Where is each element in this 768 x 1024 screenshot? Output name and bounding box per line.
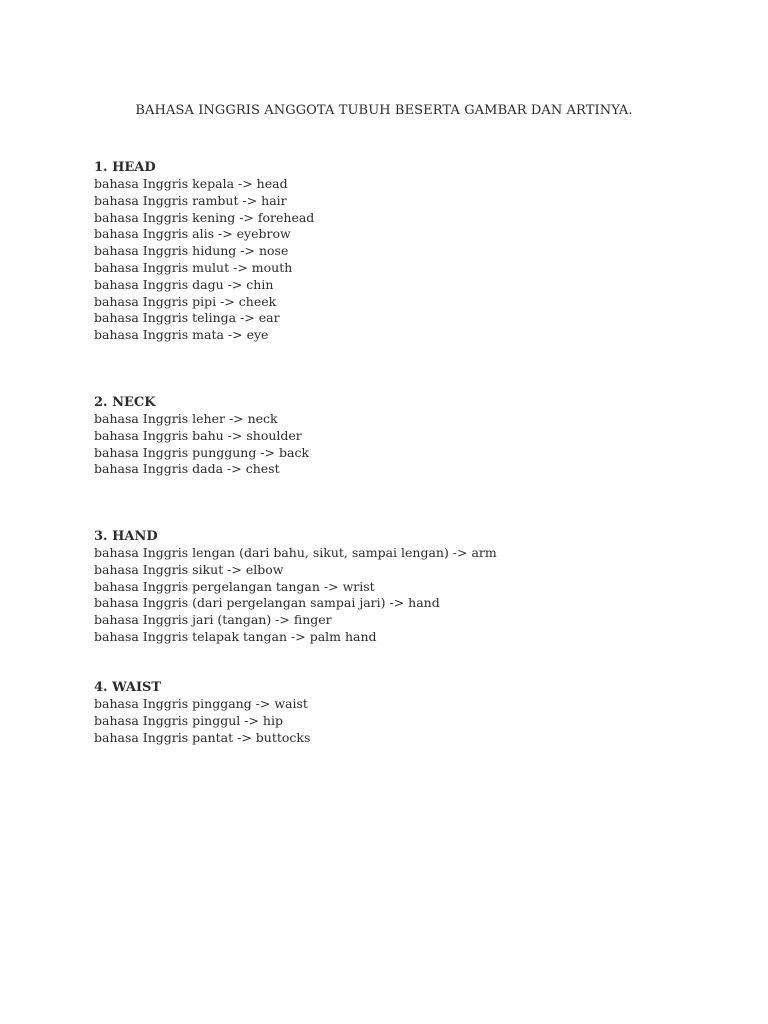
vocabulary-entry: bahasa Inggris mulut -> mouth (94, 259, 293, 275)
vocabulary-entry: bahasa Inggris pinggang -> waist (94, 696, 308, 711)
vocabulary-entry: bahasa Inggris sikut -> elbow (94, 561, 284, 577)
vocabulary-entry: bahasa Inggris pipi -> cheek (94, 293, 277, 309)
section-heading: 3. HAND (94, 529, 158, 544)
vocabulary-entry: bahasa Inggris punggung -> back (94, 444, 310, 460)
section-head (94, 159, 714, 344)
section-heading: 2. NECK (94, 395, 156, 410)
vocabulary-entry: bahasa Inggris telapak tangan -> palm hand (94, 628, 377, 644)
vocabulary-entry: bahasa Inggris pantat -> buttocks (94, 729, 311, 745)
vocabulary-entry: bahasa Inggris dada -> chest (94, 461, 280, 477)
vocabulary-entry: bahasa Inggris (dari pergelangan sampai jari) -> hand (94, 595, 440, 611)
vocabulary-entry: bahasa Inggris mata -> eye (94, 327, 269, 343)
vocabulary-entry: bahasa Inggris lengan (dari bahu, sikut, sampai lengan) -> arm (94, 545, 497, 560)
vocabulary-entry: bahasa Inggris hidung -> nose (94, 243, 289, 259)
section-neck (94, 394, 714, 478)
vocabulary-entry: bahasa Inggris rambut -> hair (94, 192, 287, 208)
vocabulary-entry: bahasa Inggris bahu -> shoulder (94, 427, 302, 443)
section-hand (94, 528, 714, 646)
vocabulary-entry: bahasa Inggris leher -> neck (94, 411, 278, 426)
document-title: BAHASA INGGRIS ANGGOTA TUBUH BESERTA GAMBAR DAN ARTINYA. (135, 103, 633, 118)
vocabulary-entry: bahasa Inggris pinggul -> hip (94, 712, 283, 728)
vocabulary-entry: bahasa Inggris jari (tangan) -> finger (94, 612, 332, 628)
vocabulary-entry: bahasa Inggris telinga -> ear (94, 310, 280, 326)
vocabulary-entry: bahasa Inggris kepala -> head (94, 176, 288, 191)
section-waist (94, 679, 714, 746)
vocabulary-entry: bahasa Inggris kening -> forehead (94, 209, 315, 225)
section-heading: 1. HEAD (94, 160, 156, 175)
vocabulary-entry: bahasa Inggris dagu -> chin (94, 276, 274, 292)
vocabulary-entry: bahasa Inggris pergelangan tangan -> wrist (94, 578, 375, 594)
section-heading: 4. WAIST (94, 680, 162, 695)
vocabulary-entry: bahasa Inggris alis -> eyebrow (94, 226, 291, 242)
